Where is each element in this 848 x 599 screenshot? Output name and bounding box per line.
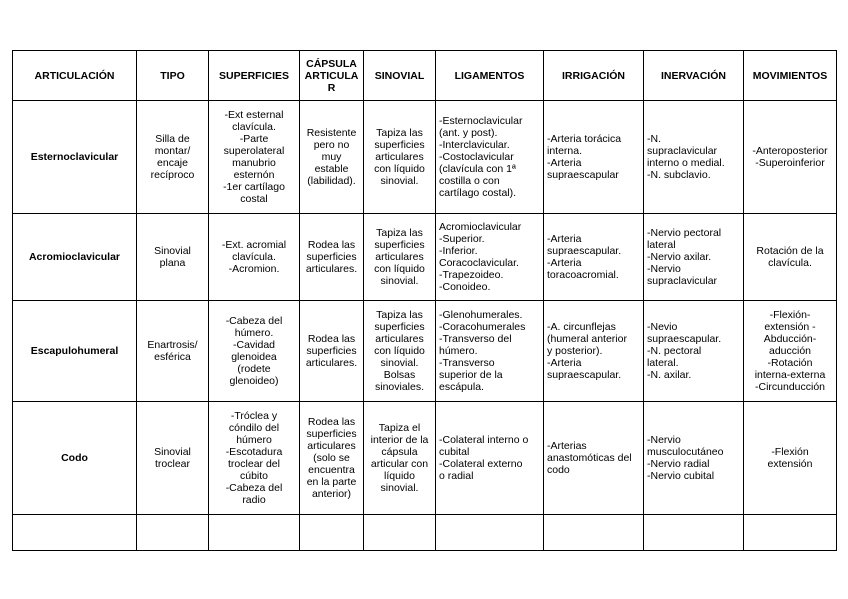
- table-row: [13, 402, 837, 515]
- cell-line: lateral.: [647, 357, 679, 369]
- cell-line: interno o medial.: [647, 157, 725, 169]
- cell-superficies: [209, 101, 300, 214]
- cell-inervacion: [644, 101, 744, 214]
- cell-line: Tapiza las: [376, 309, 423, 321]
- empty-row: [13, 515, 837, 551]
- cell-line: sinovial.: [380, 482, 419, 494]
- cell-line: costilla o con: [439, 175, 500, 187]
- cell-line: esternón: [233, 169, 275, 181]
- cell-line: Enartrosis/: [147, 339, 198, 351]
- cell-ligamentos: [436, 402, 544, 515]
- cell-line: plana: [159, 257, 186, 269]
- cell-line: (clavícula con 1ª: [439, 163, 516, 175]
- cell-sinovial: [364, 402, 436, 515]
- cell-line: codo: [547, 464, 570, 476]
- cell-line: -Arteria: [547, 157, 582, 169]
- cell-line: articulares.: [305, 263, 358, 275]
- cell-line: -Circunducción: [754, 381, 826, 393]
- empty-cell: [436, 515, 544, 551]
- cell-sinovial: [364, 214, 436, 301]
- cell-line: cubital: [439, 446, 470, 458]
- cell-line: -Nervio: [647, 434, 681, 446]
- empty-cell: [137, 515, 209, 551]
- cell-irrigacion: [544, 214, 644, 301]
- header-tipo: TIPO: [137, 51, 209, 101]
- cell-line: sinoviales.: [374, 381, 425, 393]
- cell-line: -Ext esternal: [224, 109, 284, 121]
- cell-movimientos: [744, 214, 837, 301]
- cell-line: -Cabeza del: [225, 315, 283, 327]
- cell-line: articulares: [375, 333, 424, 345]
- cell-line: anterior): [311, 488, 352, 500]
- empty-cell: [644, 515, 744, 551]
- cell-line: sinovial.: [380, 357, 419, 369]
- cell-line: Rodea las: [307, 416, 356, 428]
- cell-line: supraescapular: [547, 169, 619, 181]
- cell-line: glenoideo): [229, 375, 279, 387]
- header-superficies: SUPERFICIES: [209, 51, 300, 101]
- cell-line: -Tróclea y: [230, 410, 278, 422]
- cell-line: (solo se: [313, 452, 350, 464]
- cell-line: húmero.: [234, 327, 274, 339]
- cell-line: articulares: [375, 251, 424, 263]
- cell-line: -Arterias: [547, 440, 587, 452]
- cell-capsula: [300, 214, 364, 301]
- cell-line: extensión: [767, 458, 813, 470]
- cell-line: glenoidea: [231, 351, 277, 363]
- cell-line: Sinovial: [154, 446, 191, 458]
- empty-cell: [364, 515, 436, 551]
- cell-irrigacion: [544, 402, 644, 515]
- cell-line: -Coracohumerales: [439, 321, 526, 333]
- cell-articulacion: Codo: [13, 402, 137, 515]
- cell-line: húmero.: [439, 345, 478, 357]
- cell-line: interna.: [547, 145, 583, 157]
- cell-movimientos: [744, 301, 837, 402]
- header-movimientos: MOVIMIENTOS: [744, 51, 837, 101]
- cell-capsula: [300, 101, 364, 214]
- cell-line: -Glenohumerales.: [439, 309, 523, 321]
- cell-line: -Cabeza del: [225, 482, 283, 494]
- cell-line: Resistente: [306, 127, 357, 139]
- cell-ligamentos: [436, 301, 544, 402]
- cell-line: interna-externa: [754, 369, 826, 381]
- cell-line: -1er cartílago: [223, 181, 285, 193]
- empty-cell: [13, 515, 137, 551]
- cell-line: articulares.: [305, 357, 358, 369]
- cell-line: -Flexión-: [769, 309, 811, 321]
- cell-line: Sinovial: [154, 245, 191, 257]
- cell-line: -Trapezoideo.: [439, 269, 504, 281]
- cell-line: superficies: [306, 251, 357, 263]
- cell-line: -Superior.: [439, 233, 485, 245]
- cell-movimientos: [744, 101, 837, 214]
- cell-line: toracoacromial.: [547, 269, 619, 281]
- cell-line: supraescapular.: [647, 333, 722, 345]
- cell-line: clavícula.: [232, 251, 276, 263]
- cell-line: líquido: [384, 470, 415, 482]
- cell-ligamentos: [436, 101, 544, 214]
- cell-line: con líquido: [374, 263, 425, 275]
- cell-line: supraescapular.: [547, 245, 622, 257]
- empty-cell: [300, 515, 364, 551]
- cell-line: -Conoideo.: [439, 281, 491, 293]
- cell-line: supraescapular.: [547, 369, 622, 381]
- cell-line: -Escotadura: [225, 446, 283, 458]
- cell-superficies: [209, 402, 300, 515]
- cell-superficies: [209, 301, 300, 402]
- cell-line: (rodete: [237, 363, 271, 375]
- cell-line: superior de la: [439, 369, 503, 381]
- table-row: [13, 101, 837, 214]
- cell-irrigacion: [544, 301, 644, 402]
- cell-line: Silla de: [155, 133, 190, 145]
- cell-line: Bolsas: [383, 369, 416, 381]
- cell-line: -Cavidad: [232, 339, 276, 351]
- cell-line: superficies: [374, 139, 425, 151]
- empty-cell: [209, 515, 300, 551]
- cell-line: Coracoclavicular.: [439, 257, 519, 269]
- cell-sinovial: [364, 101, 436, 214]
- cell-line: manubrio: [232, 157, 276, 169]
- cell-line: Rodea las: [307, 333, 356, 345]
- cell-irrigacion: [544, 101, 644, 214]
- cell-movimientos: [744, 402, 837, 515]
- cell-line: sinovial.: [380, 275, 419, 287]
- cell-line: encaje: [157, 157, 188, 169]
- cell-line: cápsula: [381, 446, 418, 458]
- cell-line: -Rotación: [767, 357, 813, 369]
- cell-line: (labilidad).: [307, 175, 356, 187]
- cell-line: sinovial.: [380, 175, 419, 187]
- cell-line: superficies: [374, 321, 425, 333]
- cell-line: Rotación de la: [756, 245, 824, 257]
- cell-line: -Esternoclavicular: [439, 115, 523, 127]
- cell-line: pero no: [313, 139, 350, 151]
- cell-line: -Superoinferior: [755, 157, 825, 169]
- cell-superficies: [209, 214, 300, 301]
- cell-line: anastomóticas del: [547, 452, 632, 464]
- cell-line: húmero: [236, 434, 272, 446]
- cell-line: Acromioclavicular: [439, 221, 522, 233]
- cell-line: muy: [321, 151, 342, 163]
- header-articulacion: ARTICULACIÓN: [13, 51, 137, 101]
- cell-line: -Parte: [239, 133, 269, 145]
- cell-capsula: [300, 301, 364, 402]
- cell-line: musculocutáneo: [647, 446, 724, 458]
- cell-line: superolateral: [223, 145, 285, 157]
- cell-line: Abducción-: [763, 333, 817, 345]
- cell-line: -Arteria: [547, 233, 582, 245]
- cell-line: o radial: [439, 470, 474, 482]
- cell-line: troclear: [154, 458, 190, 470]
- cell-line: -Nervio pectoral: [647, 227, 722, 239]
- cell-tipo: [137, 101, 209, 214]
- cell-line: -Anteroposterior: [752, 145, 828, 157]
- cell-line: troclear del: [228, 458, 280, 470]
- cell-line: recíproco: [150, 169, 195, 181]
- articulation-table: [12, 50, 837, 551]
- header-capsula: CÁPSULA ARTICULAR: [300, 51, 364, 101]
- cell-inervacion: [644, 214, 744, 301]
- cell-line: interior de la: [370, 434, 429, 446]
- cell-line: clavícula.: [768, 257, 812, 269]
- cell-articulacion: Acromioclavicular: [13, 214, 137, 301]
- cell-line: aducción: [768, 345, 812, 357]
- cell-line: Tapiza las: [376, 227, 423, 239]
- cell-line: montar/: [154, 145, 191, 157]
- cell-line: -Acromion.: [228, 263, 280, 275]
- cell-line: -Nervio axilar.: [647, 251, 712, 263]
- cell-line: encuentra: [308, 464, 355, 476]
- cell-line: -Transverso del: [439, 333, 512, 345]
- cell-line: estable: [314, 163, 349, 175]
- cell-inervacion: [644, 402, 744, 515]
- cell-line: Tapiza el: [378, 422, 421, 434]
- cell-ligamentos: [436, 214, 544, 301]
- cell-line: superficies: [374, 239, 425, 251]
- cell-line: supraclavicular: [647, 145, 718, 157]
- cell-line: con líquido: [374, 163, 425, 175]
- cell-articulacion: Escapulohumeral: [13, 301, 137, 402]
- header-ligamentos: LIGAMENTOS: [436, 51, 544, 101]
- empty-cell: [744, 515, 837, 551]
- cell-line: superficies: [306, 428, 357, 440]
- cell-line: -Colateral externo: [439, 458, 523, 470]
- cell-tipo: [137, 214, 209, 301]
- cell-line: articulares: [375, 151, 424, 163]
- cell-line: -N. subclavio.: [647, 169, 711, 181]
- cell-line: articulares: [307, 440, 356, 452]
- cell-tipo: [137, 402, 209, 515]
- cell-line: -Interclavicular.: [439, 139, 510, 151]
- table-row: [13, 301, 837, 402]
- header-irrigacion: IRRIGACIÓN: [544, 51, 644, 101]
- cell-sinovial: [364, 301, 436, 402]
- cell-line: costal: [240, 193, 268, 205]
- cell-line: -Transverso: [439, 357, 495, 369]
- cell-line: en la parte: [306, 476, 357, 488]
- table-row: [13, 214, 837, 301]
- cell-line: clavícula.: [232, 121, 276, 133]
- cell-line: -Ext. acromial: [221, 239, 287, 251]
- cell-line: (humeral anterior: [547, 333, 627, 345]
- cell-line: -Arteria: [547, 357, 582, 369]
- cell-line: -N. axilar.: [647, 369, 692, 381]
- cell-line: -Nevio: [647, 321, 678, 333]
- cell-line: esférica: [154, 351, 191, 363]
- header-row: [13, 51, 837, 101]
- cell-articulacion: Esternoclavicular: [13, 101, 137, 214]
- cell-tipo: [137, 301, 209, 402]
- cell-line: Tapiza las: [376, 127, 423, 139]
- cell-line: lateral: [647, 239, 676, 251]
- cell-line: -N.: [647, 133, 661, 145]
- cell-line: -Arteria torácica: [547, 133, 622, 145]
- cell-line: -Flexión: [771, 446, 809, 458]
- cell-line: escápula.: [439, 381, 484, 393]
- cell-line: (ant. y post).: [439, 127, 498, 139]
- cell-line: -Nervio cubital: [647, 470, 715, 482]
- cell-line: cartílago costal).: [439, 187, 517, 199]
- cell-line: -A. circunflejas: [547, 321, 616, 333]
- cell-line: -Nervio radial: [647, 458, 710, 470]
- cell-inervacion: [644, 301, 744, 402]
- cell-line: -Arteria: [547, 257, 582, 269]
- cell-line: cóndilo del: [228, 422, 280, 434]
- cell-line: y posterior).: [547, 345, 603, 357]
- cell-line: supraclavicular: [647, 275, 718, 287]
- cell-line: -Colateral interno o: [439, 434, 529, 446]
- cell-line: articular con: [370, 458, 429, 470]
- cell-line: con líquido: [374, 345, 425, 357]
- cell-line: -Nervio: [647, 263, 681, 275]
- cell-line: Rodea las: [307, 239, 356, 251]
- cell-line: -N. pectoral: [647, 345, 702, 357]
- cell-line: radio: [242, 494, 266, 506]
- cell-line: extensión -: [764, 321, 816, 333]
- empty-cell: [544, 515, 644, 551]
- cell-line: -Inferior.: [439, 245, 478, 257]
- header-sinovial: SINOVIAL: [364, 51, 436, 101]
- cell-capsula: [300, 402, 364, 515]
- cell-line: cúbito: [239, 470, 269, 482]
- header-inervacion: INERVACIÓN: [644, 51, 744, 101]
- cell-line: -Costoclavicular: [439, 151, 514, 163]
- cell-line: superficies: [306, 345, 357, 357]
